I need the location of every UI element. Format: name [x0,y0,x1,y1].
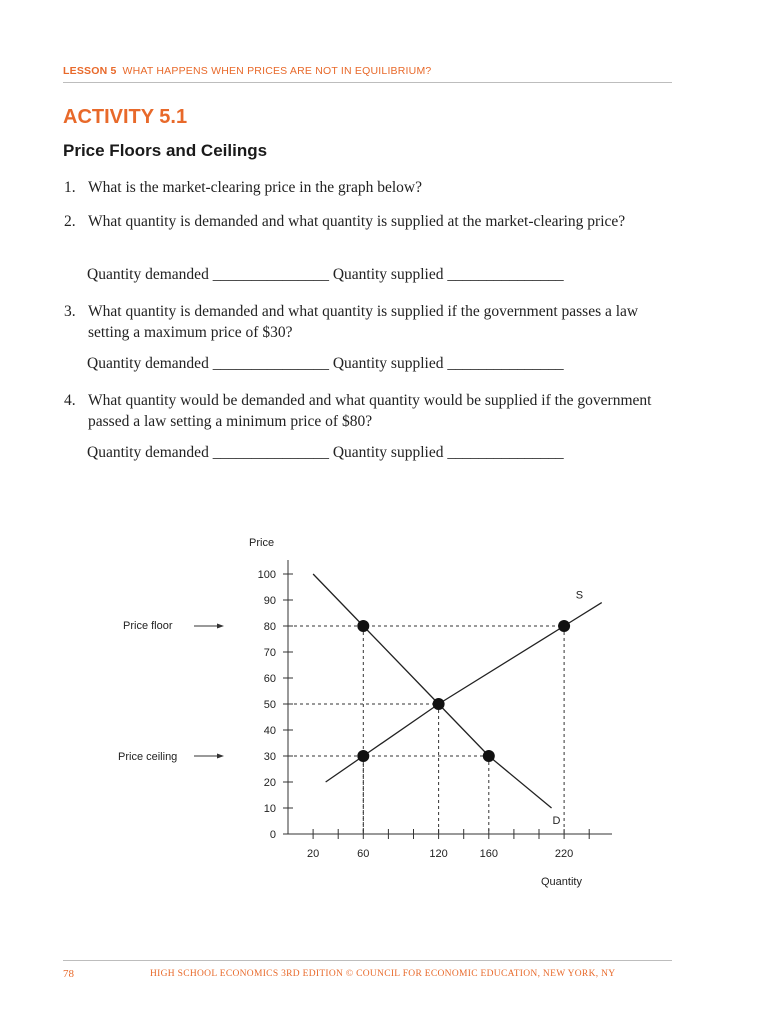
activity-subtitle: Price Floors and Ceilings [63,141,268,160]
supply-label: S [575,589,584,602]
data-point [433,698,445,710]
answer-line-3: Quantity demanded _______________ Quantity supplied _______________ [87,355,564,372]
question-3-text: What quantity is demanded and what quantity is supplied if the government passes a law setting a maximum price of $30? [88,303,639,341]
question-1-number: 1. [64,179,76,196]
annotation-price-ceiling: Price ceiling [118,751,178,763]
supply-demand-chart [0,520,768,910]
header-divider [63,82,672,83]
question-2-number: 2. [64,213,76,230]
footer-divider [63,960,672,961]
y-tick-label: 30 [263,751,276,763]
answer-line-2: Quantity demanded _______________ Quantity supplied _______________ [87,266,564,283]
data-point [357,620,369,632]
demand-curve [313,574,551,808]
y-tick-label: 40 [263,725,276,737]
demand-label: D [552,815,561,827]
y-tick-label: 60 [263,673,276,685]
lesson-number: LESSON 5 [63,65,117,77]
y-tick-label: 80 [263,621,276,633]
data-point [483,750,495,762]
x-axis-label: Quantity [541,876,582,888]
question-4-number: 4. [64,392,76,409]
page-number: 78 [63,968,74,980]
x-tick-label: 160 [479,848,498,860]
y-tick-label: 0 [269,829,276,841]
y-tick-label: 70 [263,647,276,659]
question-2-text: What quantity is demanded and what quantity is supplied at the market-clearing price? [88,213,626,230]
question-1-text: What is the market-clearing price in the graph below? [88,179,422,196]
annotation-price-floor: Price floor [123,620,173,632]
y-tick-label: 100 [257,569,276,581]
activity-title: ACTIVITY 5.1 [63,106,188,128]
x-tick-label: 120 [429,848,448,860]
question-3-number: 3. [64,303,76,320]
price-ceiling-arrow [194,754,224,759]
question-4 [64,390,679,432]
question-1 [64,177,679,198]
footer-credit: HIGH SCHOOL ECONOMICS 3RD EDITION © COUNCIL FOR ECONOMIC EDUCATION, NEW YORK, NY [150,969,616,979]
question-2 [64,211,679,232]
y-tick-label: 50 [263,699,276,711]
question-4-text: What quantity would be demanded and what quantity would be supplied if the government passed a law setting a minimum price of $80? [88,392,652,430]
lesson-title: WHAT HAPPENS WHEN PRICES ARE NOT IN EQUILIBRIUM? [122,65,432,77]
answer-line-4: Quantity demanded _______________ Quantity supplied _______________ [87,444,564,461]
y-tick-label: 90 [263,595,276,607]
y-tick-label: 10 [263,803,276,815]
y-axis-label: Price [249,537,275,549]
x-tick-label: 220 [554,848,574,860]
x-tick-label: 20 [306,848,320,860]
y-tick-label: 20 [263,777,276,789]
data-point [357,750,369,762]
data-point [558,620,570,632]
price-floor-arrow [194,624,224,629]
question-3 [64,301,679,343]
lesson-header [63,65,672,77]
x-tick-label: 60 [357,848,370,860]
